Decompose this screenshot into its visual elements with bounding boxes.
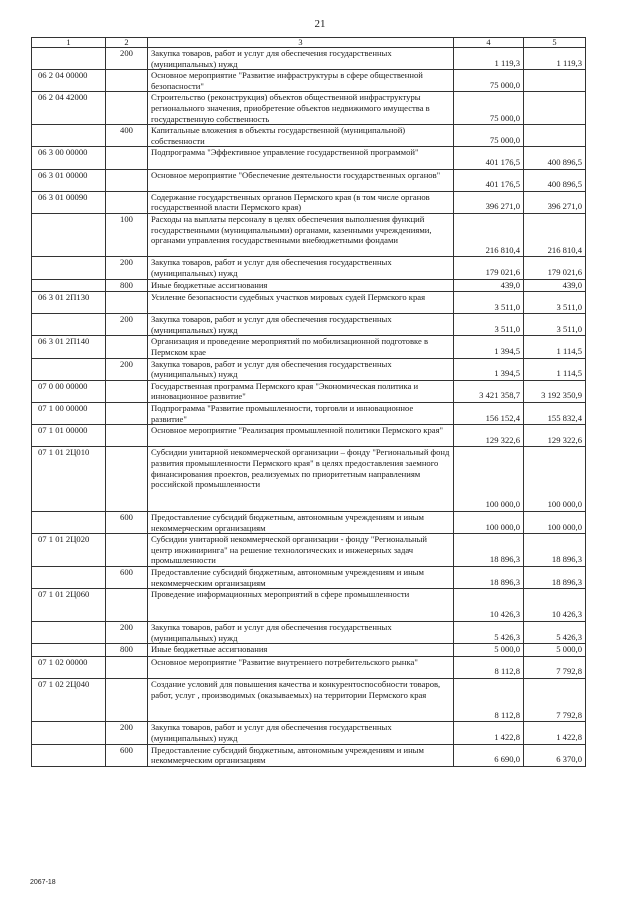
row-name: Содержание государственных органов Пермского края (в том числе органов государственной власти Пермского края) — [148, 191, 454, 213]
row-value-year1: 129 322,6 — [454, 425, 524, 447]
row-code: 06 2 04 42000 — [32, 92, 106, 125]
row-code: 07 1 00 00000 — [32, 403, 106, 425]
row-value-year2: 7 792,8 — [524, 678, 586, 721]
row-value-year1: 3 511,0 — [454, 314, 524, 336]
budget-table — [31, 37, 586, 767]
table-body — [32, 48, 586, 767]
row-value-year1: 75 000,0 — [454, 125, 524, 147]
table-row — [32, 191, 586, 213]
row-value-year1: 8 112,8 — [454, 656, 524, 678]
row-value-year1: 216 810,4 — [454, 213, 524, 256]
table-row — [32, 656, 586, 678]
row-expense-type — [106, 191, 148, 213]
header-cell-5: 5 — [524, 38, 586, 48]
row-expense-type: 200 — [106, 722, 148, 744]
row-name: Капитальные вложения в объекты государственной (муниципальной) собственности — [148, 125, 454, 147]
table-row — [32, 589, 586, 622]
row-value-year1: 5 426,3 — [454, 621, 524, 643]
row-name: Предоставление субсидий бюджетным, автономным учреждениям и иным некоммерческим организациям — [148, 566, 454, 588]
row-value-year2: 1 119,3 — [524, 48, 586, 70]
row-value-year2: 400 896,5 — [524, 147, 586, 169]
row-expense-type — [106, 447, 148, 512]
row-value-year2 — [524, 125, 586, 147]
row-value-year2: 18 896,3 — [524, 566, 586, 588]
row-value-year1: 396 271,0 — [454, 191, 524, 213]
row-value-year1: 156 152,4 — [454, 403, 524, 425]
table-row — [32, 292, 586, 314]
table-row — [32, 336, 586, 358]
row-expense-type: 200 — [106, 48, 148, 70]
table-row — [32, 425, 586, 447]
row-name: Подпрограмма "Развитие промышленности, торговли и инновационное развитие" — [148, 403, 454, 425]
row-expense-type — [106, 336, 148, 358]
row-value-year1: 3 421 358,7 — [454, 380, 524, 402]
table-row — [32, 744, 586, 766]
row-expense-type — [106, 425, 148, 447]
header-cell-4: 4 — [454, 38, 524, 48]
table-row — [32, 279, 586, 292]
row-expense-type: 600 — [106, 566, 148, 588]
row-code: 07 1 02 00000 — [32, 656, 106, 678]
row-expense-type: 200 — [106, 621, 148, 643]
table-row — [32, 534, 586, 567]
row-value-year2: 400 896,5 — [524, 169, 586, 191]
row-value-year1: 1 422,8 — [454, 722, 524, 744]
row-expense-type: 800 — [106, 644, 148, 657]
row-value-year1: 1 119,3 — [454, 48, 524, 70]
row-value-year1: 18 896,3 — [454, 566, 524, 588]
table-row — [32, 566, 586, 588]
row-value-year2: 5 000,0 — [524, 644, 586, 657]
row-code — [32, 744, 106, 766]
row-expense-type: 200 — [106, 358, 148, 380]
row-expense-type — [106, 656, 148, 678]
row-name: Усиление безопасности судебных участков мировых судей Пермского края — [148, 292, 454, 314]
row-name: Закупка товаров, работ и услуг для обеспечения государственных (муниципальных) нужд — [148, 358, 454, 380]
row-value-year1: 100 000,0 — [454, 512, 524, 534]
row-code — [32, 358, 106, 380]
row-name: Проведение информационных мероприятий в сфере промышленности — [148, 589, 454, 622]
row-value-year2: 439,0 — [524, 279, 586, 292]
row-name: Закупка товаров, работ и услуг для обеспечения государственных (муниципальных) нужд — [148, 621, 454, 643]
row-expense-type — [106, 589, 148, 622]
row-code: 06 3 01 2П140 — [32, 336, 106, 358]
row-value-year2: 1 422,8 — [524, 722, 586, 744]
table-row — [32, 403, 586, 425]
table-row — [32, 380, 586, 402]
row-value-year1: 6 690,0 — [454, 744, 524, 766]
row-value-year2: 6 370,0 — [524, 744, 586, 766]
row-expense-type — [106, 169, 148, 191]
row-value-year2: 18 896,3 — [524, 534, 586, 567]
row-value-year1: 75 000,0 — [454, 70, 524, 92]
row-name: Иные бюджетные ассигнования — [148, 644, 454, 657]
table-row — [32, 48, 586, 70]
row-code — [32, 213, 106, 256]
row-name: Предоставление субсидий бюджетным, автономным учреждениям и иным некоммерческим организациям — [148, 744, 454, 766]
row-code: 07 0 00 00000 — [32, 380, 106, 402]
row-name: Иные бюджетные ассигнования — [148, 279, 454, 292]
table-row — [32, 678, 586, 721]
row-value-year2: 10 426,3 — [524, 589, 586, 622]
row-name: Закупка товаров, работ и услуг для обеспечения государственных (муниципальных) нужд — [148, 257, 454, 279]
row-code — [32, 314, 106, 336]
row-expense-type — [106, 292, 148, 314]
row-expense-type: 600 — [106, 512, 148, 534]
row-value-year2: 100 000,0 — [524, 512, 586, 534]
row-name: Основное мероприятие "Обеспечение деятельности государственных органов" — [148, 169, 454, 191]
row-value-year2: 7 792,8 — [524, 656, 586, 678]
row-value-year2: 1 114,5 — [524, 358, 586, 380]
table-row — [32, 447, 586, 512]
table-row — [32, 358, 586, 380]
table-row — [32, 722, 586, 744]
row-expense-type: 200 — [106, 257, 148, 279]
table-row — [32, 644, 586, 657]
row-value-year2: 100 000,0 — [524, 447, 586, 512]
row-name: Расходы на выплаты персоналу в целях обеспечения выполнения функций государственными (муниципальными) органами, казенными учреждениями, органами управления государственными внебюджетными фондами — [148, 213, 454, 256]
row-name: Предоставление субсидий бюджетным, автономным учреждениям и иным некоммерческим организациям — [148, 512, 454, 534]
table-row — [32, 92, 586, 125]
row-value-year2: 155 832,4 — [524, 403, 586, 425]
row-expense-type — [106, 147, 148, 169]
row-value-year2: 179 021,6 — [524, 257, 586, 279]
row-name: Закупка товаров, работ и услуг для обеспечения государственных (муниципальных) нужд — [148, 314, 454, 336]
row-value-year1: 5 000,0 — [454, 644, 524, 657]
row-expense-type — [106, 403, 148, 425]
row-code: 06 3 01 00000 — [32, 169, 106, 191]
row-value-year1: 3 511,0 — [454, 292, 524, 314]
row-name: Закупка товаров, работ и услуг для обеспечения государственных (муниципальных) нужд — [148, 48, 454, 70]
row-name: Строительство (реконструкция) объектов общественной инфраструктуры регионального значения, приобретение объектов недвижимого имущества в государственную собственность — [148, 92, 454, 125]
header-cell-3: 3 — [148, 38, 454, 48]
row-expense-type — [106, 92, 148, 125]
row-code — [32, 566, 106, 588]
row-code — [32, 125, 106, 147]
table-row — [32, 147, 586, 169]
table-row — [32, 621, 586, 643]
row-value-year1: 401 176,5 — [454, 169, 524, 191]
row-value-year1: 8 112,8 — [454, 678, 524, 721]
row-value-year2: 216 810,4 — [524, 213, 586, 256]
row-value-year1: 179 021,6 — [454, 257, 524, 279]
row-expense-type: 600 — [106, 744, 148, 766]
row-value-year1: 1 394,5 — [454, 336, 524, 358]
row-value-year2: 5 426,3 — [524, 621, 586, 643]
row-value-year2: 3 511,0 — [524, 314, 586, 336]
row-value-year2: 3 511,0 — [524, 292, 586, 314]
row-expense-type — [106, 380, 148, 402]
row-name: Основное мероприятие "Реализация промышленной политики Пермского края" — [148, 425, 454, 447]
row-name: Подпрограмма "Эффективное управление государственной программой" — [148, 147, 454, 169]
row-code: 07 1 01 2Ц060 — [32, 589, 106, 622]
table-row — [32, 213, 586, 256]
row-value-year1: 100 000,0 — [454, 447, 524, 512]
row-name: Государственная программа Пермского края "Экономическая политика и инновационное развитие" — [148, 380, 454, 402]
row-value-year1: 439,0 — [454, 279, 524, 292]
row-name: Организация и проведение мероприятий по мобилизационной подготовке в Пермском крае — [148, 336, 454, 358]
table-row — [32, 70, 586, 92]
row-expense-type — [106, 70, 148, 92]
row-code: 07 1 01 2Ц020 — [32, 534, 106, 567]
row-code: 06 3 01 00090 — [32, 191, 106, 213]
table-row — [32, 512, 586, 534]
row-name: Создание условий для повышения качества и конкурентоспособности товаров, работ, услуг , производимых (оказываемых) на территории Пермского края — [148, 678, 454, 721]
row-code — [32, 722, 106, 744]
row-value-year1: 75 000,0 — [454, 92, 524, 125]
row-value-year2: 396 271,0 — [524, 191, 586, 213]
row-code — [32, 257, 106, 279]
row-value-year1: 1 394,5 — [454, 358, 524, 380]
row-expense-type: 400 — [106, 125, 148, 147]
footer-doc-number: 2067-18 — [30, 879, 56, 886]
row-code: 07 1 01 2Ц010 — [32, 447, 106, 512]
row-expense-type: 200 — [106, 314, 148, 336]
row-code — [32, 644, 106, 657]
row-value-year2 — [524, 70, 586, 92]
row-code — [32, 621, 106, 643]
row-value-year2: 1 114,5 — [524, 336, 586, 358]
row-expense-type — [106, 534, 148, 567]
row-name: Субсидии унитарной некоммерческой организации – фонду "Региональный фонд развития промышленности Пермского края" в целях предоставления заемного финансирования проектов, реализуемых по приоритетным направлениям российской промышленности — [148, 447, 454, 512]
row-value-year1: 401 176,5 — [454, 147, 524, 169]
row-code — [32, 279, 106, 292]
row-code: 06 3 00 00000 — [32, 147, 106, 169]
row-code — [32, 48, 106, 70]
row-value-year2: 3 192 350,9 — [524, 380, 586, 402]
row-code: 07 1 02 2Ц040 — [32, 678, 106, 721]
row-value-year2 — [524, 92, 586, 125]
table-row — [32, 257, 586, 279]
row-value-year1: 10 426,3 — [454, 589, 524, 622]
table-row — [32, 125, 586, 147]
row-expense-type — [106, 678, 148, 721]
header-cell-2: 2 — [106, 38, 148, 48]
row-code: 07 1 01 00000 — [32, 425, 106, 447]
row-name: Субсидии унитарной некоммерческой организации - фонду "Региональный центр инжиниринга" на решение технологических и инженерных задач промышленности — [148, 534, 454, 567]
table-row — [32, 314, 586, 336]
header-cell-1: 1 — [32, 38, 106, 48]
table-row — [32, 169, 586, 191]
row-expense-type: 100 — [106, 213, 148, 256]
header-row — [32, 38, 586, 48]
row-code: 06 2 04 00000 — [32, 70, 106, 92]
page-number: 21 — [314, 18, 326, 30]
row-value-year1: 18 896,3 — [454, 534, 524, 567]
row-code: 06 3 01 2П130 — [32, 292, 106, 314]
row-expense-type: 800 — [106, 279, 148, 292]
row-name: Закупка товаров, работ и услуг для обеспечения государственных (муниципальных) нужд — [148, 722, 454, 744]
row-name: Основное мероприятие "Развитие внутреннего потребительского рынка" — [148, 656, 454, 678]
row-name: Основное мероприятие "Развитие инфраструктуры в сфере общественной безопасности" — [148, 70, 454, 92]
row-code — [32, 512, 106, 534]
row-value-year2: 129 322,6 — [524, 425, 586, 447]
